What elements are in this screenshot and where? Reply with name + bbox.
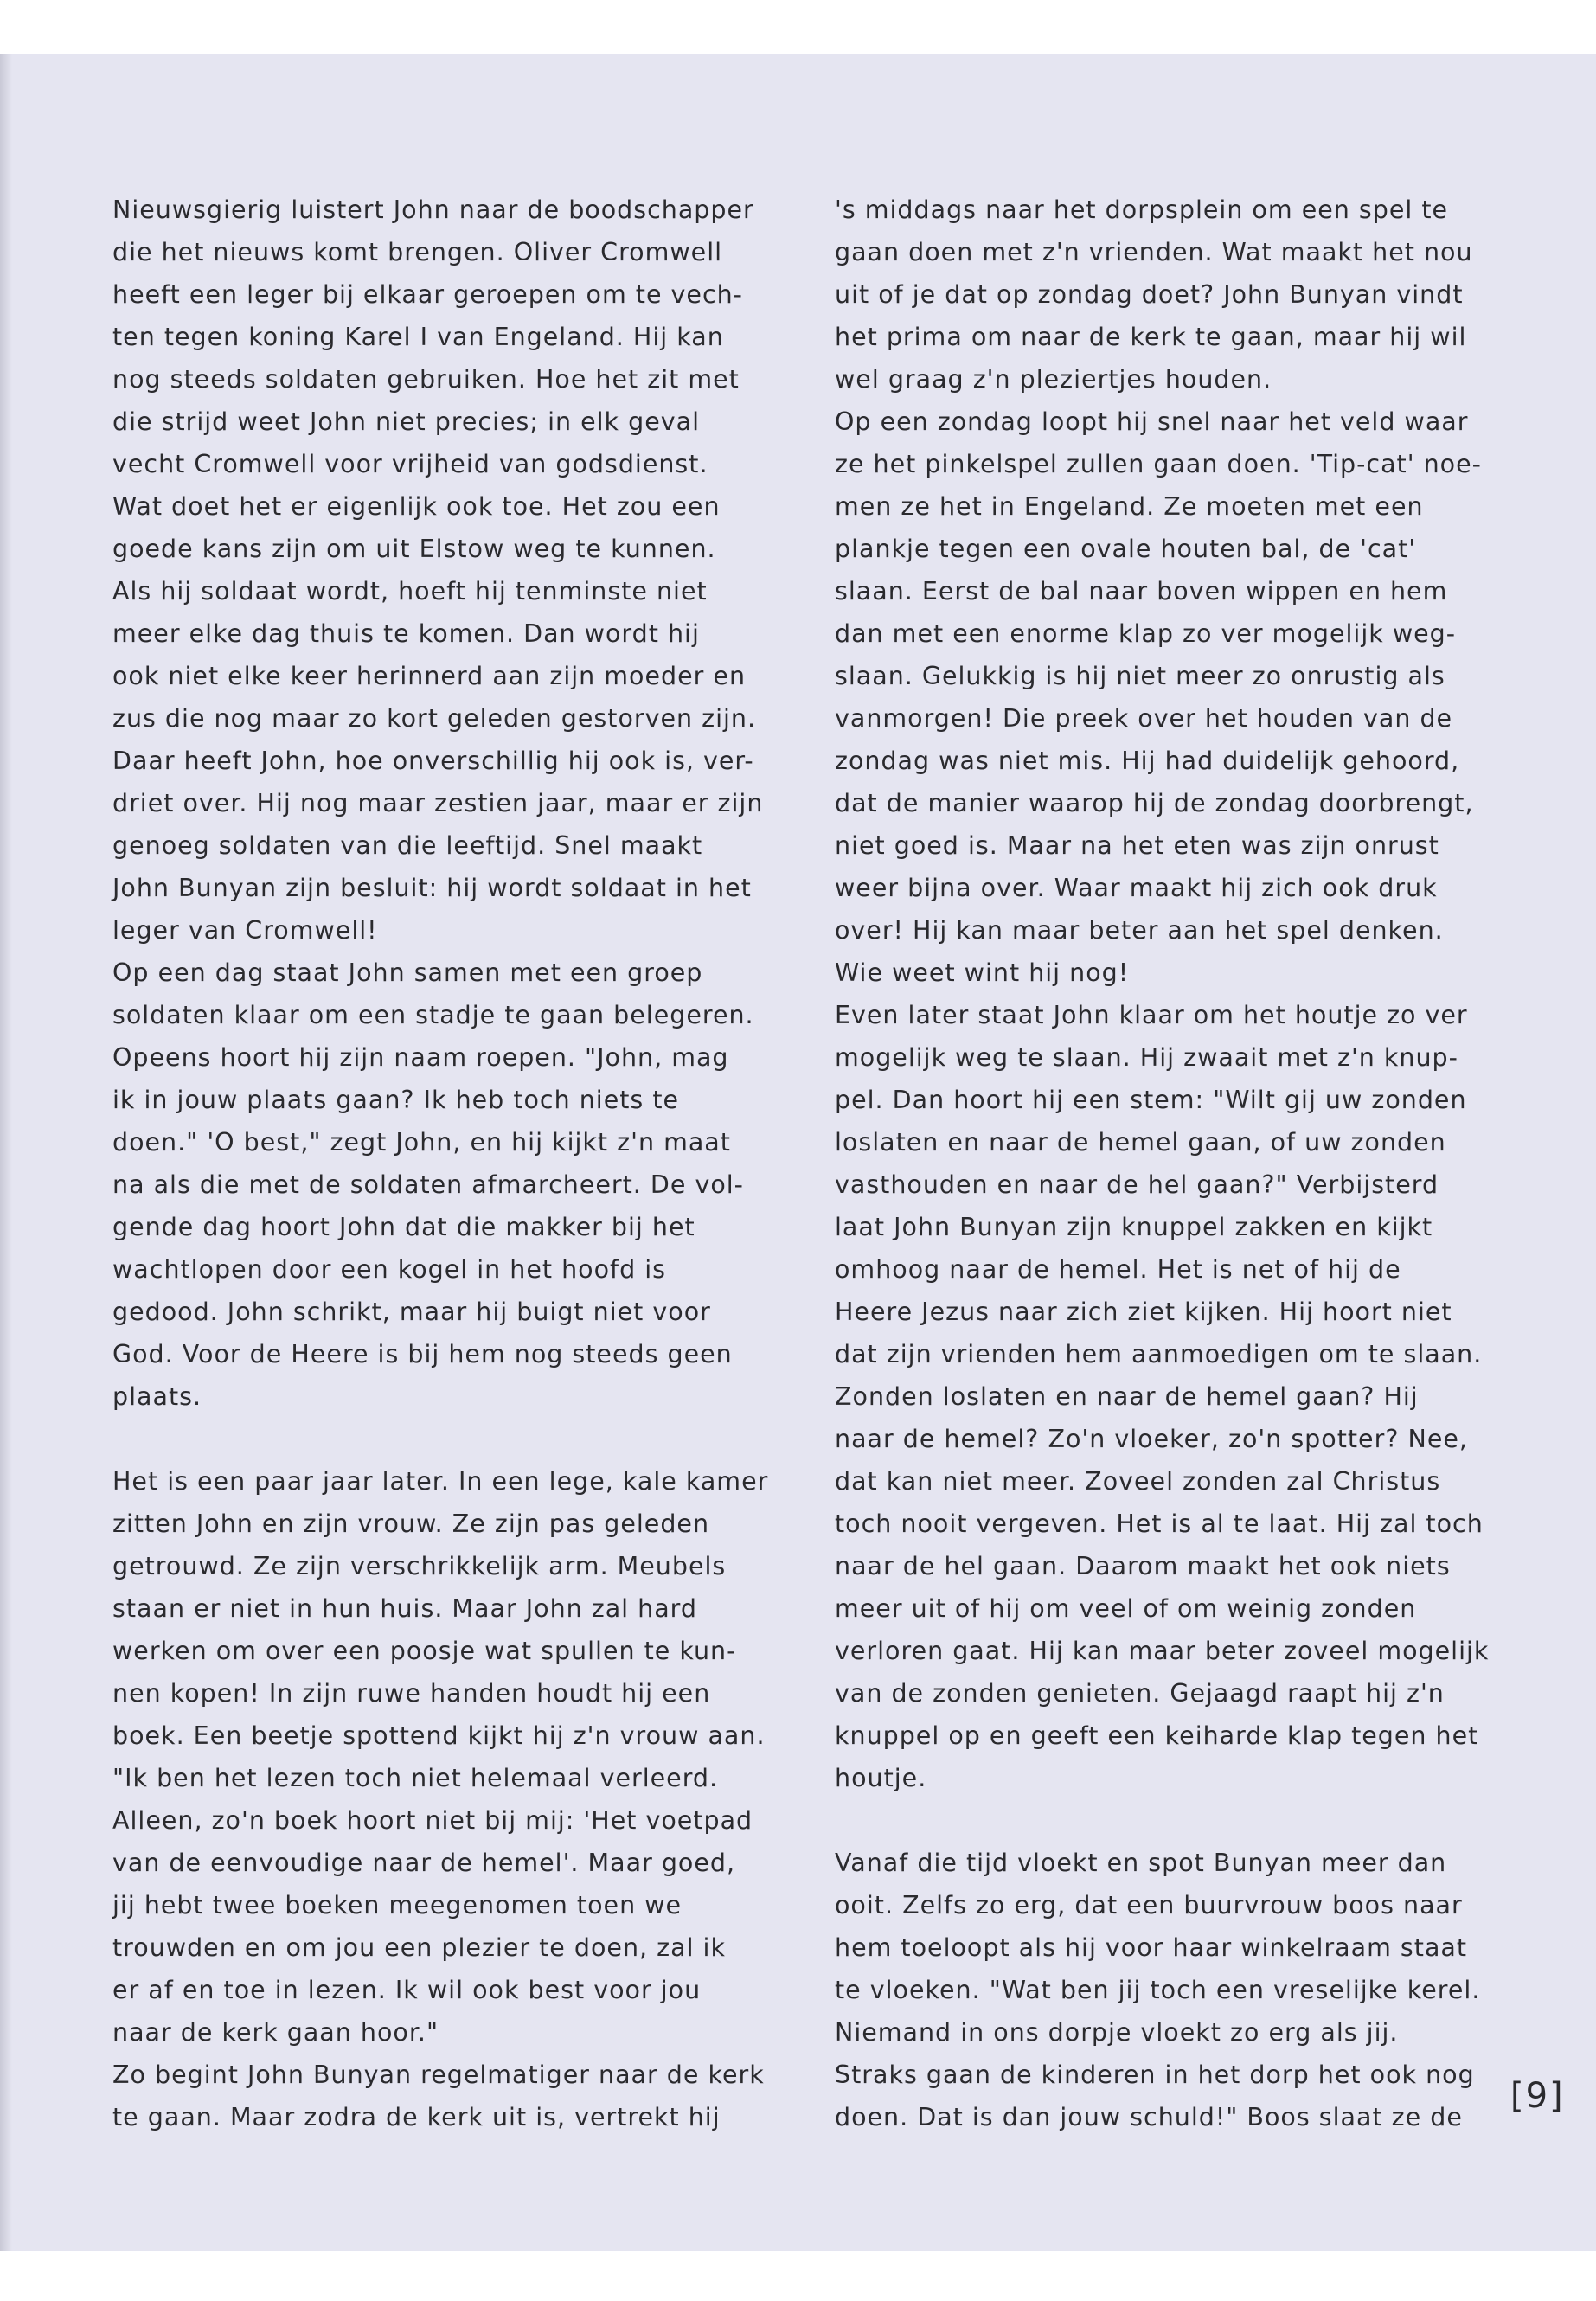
text-line: weer bijna over. Waar maakt hij zich ook druk — [835, 874, 1438, 902]
text-line: doen." 'O best," zegt John, en hij kijkt z'n maat — [112, 1128, 731, 1157]
text-line: ooit. Zelfs zo erg, dat een buurvrouw boos naar — [835, 1891, 1463, 1920]
text-line: vecht Cromwell voor vrijheid van godsdienst. — [112, 450, 708, 478]
text-line: doen. Dat is dan jouw schuld!" Boos slaat ze de — [835, 2103, 1463, 2131]
text-line: boek. Een beetje spottend kijkt hij z'n vrouw aan. — [112, 1721, 766, 1750]
text-line: "Ik ben het lezen toch niet helemaal verleerd. — [112, 1764, 719, 1792]
text-line: laat John Bunyan zijn knuppel zakken en kijkt — [835, 1213, 1433, 1241]
text-line: ten tegen koning Karel I van Engeland. Hij kan — [112, 323, 724, 351]
text-line: Opeens hoort hij zijn naam roepen. "John, mag — [112, 1043, 729, 1072]
text-line: Alleen, zo'n boek hoort niet bij mij: 'Het voetpad — [112, 1806, 753, 1835]
text-line: gedood. John schrikt, maar hij buigt niet voor — [112, 1298, 711, 1326]
text-line: slaan. Gelukkig is hij niet meer zo onrustig als — [835, 662, 1445, 690]
page-edge-shadow — [0, 54, 12, 2251]
text-line: te gaan. Maar zodra de kerk uit is, vertrekt hij — [112, 2103, 721, 2131]
text-line: van de zonden genieten. Gejaagd raapt hij z'n — [835, 1679, 1445, 1708]
right-text-column — [835, 189, 1492, 2138]
right-paragraph-1 — [835, 189, 1492, 1799]
text-line: werken om over een poosje wat spullen te kun- — [112, 1637, 737, 1665]
text-line: zitten John en zijn vrouw. Ze zijn pas geleden — [112, 1509, 710, 1538]
text-line: ook niet elke keer herinnerd aan zijn moeder en — [112, 662, 747, 690]
text-line: trouwden en om jou een plezier te doen, zal ik — [112, 1933, 726, 1962]
text-line: nen kopen! In zijn ruwe handen houdt hij een — [112, 1679, 711, 1708]
text-line: te vloeken. "Wat ben jij toch een vreselijke kerel. — [835, 1976, 1481, 2004]
text-line: hem toeloopt als hij voor haar winkelraam staat — [835, 1933, 1468, 1962]
text-line: dan met een enorme klap zo ver mogelijk weg- — [835, 619, 1457, 648]
text-line: heeft een leger bij elkaar geroepen om te vech- — [112, 280, 743, 309]
text-line: knuppel op en geeft een keiharde klap tegen het — [835, 1721, 1479, 1750]
text-line: Wie weet wint hij nog! — [835, 958, 1130, 987]
text-line: over! Hij kan maar beter aan het spel denken. — [835, 916, 1444, 945]
text-line: Als hij soldaat wordt, hoeft hij tenminste niet — [112, 577, 708, 606]
text-line: Wat doet het er eigenlijk ook toe. Het zou een — [112, 492, 721, 521]
text-line: soldaten klaar om een stadje te gaan belegeren. — [112, 1001, 754, 1029]
text-line: gaan doen met z'n vrienden. Wat maakt het nou — [835, 238, 1473, 266]
text-line: goede kans zijn om uit Elstow weg te kunnen. — [112, 535, 716, 563]
text-line: Heere Jezus naar zich ziet kijken. Hij hoort niet — [835, 1298, 1452, 1326]
text-line: uit of je dat op zondag doet? John Bunyan vindt — [835, 280, 1464, 309]
text-line: die strijd weet John niet precies; in elk geval — [112, 407, 700, 436]
text-line: dat de manier waarop hij de zondag doorbrengt, — [835, 789, 1474, 817]
text-line: mogelijk weg te slaan. Hij zwaait met z'n knup- — [835, 1043, 1458, 1072]
text-line: Het is een paar jaar later. In een lege, kale kamer — [112, 1467, 769, 1496]
text-line: God. Voor de Heere is bij hem nog steeds geen — [112, 1340, 733, 1368]
text-line: plankje tegen een ovale houten bal, de 'cat' — [835, 535, 1417, 563]
text-line: verloren gaat. Hij kan maar beter zoveel mogelijk — [835, 1637, 1490, 1665]
text-line: houtje. — [835, 1764, 927, 1792]
text-line: Daar heeft John, hoe onverschillig hij ook is, ver- — [112, 747, 754, 775]
text-line: Vanaf die tijd vloekt en spot Bunyan meer dan — [835, 1849, 1447, 1877]
text-line: driet over. Hij nog maar zestien jaar, maar er zijn — [112, 789, 764, 817]
right-paragraph-2 — [835, 1842, 1492, 2138]
text-line: toch nooit vergeven. Het is al te laat. Hij zal toch — [835, 1509, 1484, 1538]
text-line: jij hebt twee boeken meegenomen toen we — [112, 1891, 683, 1920]
text-line: naar de kerk gaan hoor." — [112, 2018, 439, 2047]
text-line: die het nieuws komt brengen. Oliver Cromwell — [112, 238, 723, 266]
text-line: na als die met de soldaten afmarcheert. De vol- — [112, 1170, 744, 1199]
text-line: Zo begint John Bunyan regelmatiger naar de kerk — [112, 2061, 765, 2089]
text-line: Op een zondag loopt hij snel naar het veld waar — [835, 407, 1469, 436]
text-line: zus die nog maar zo kort geleden gestorven zijn. — [112, 704, 757, 733]
text-line: meer uit of hij om veel of om weinig zonden — [835, 1594, 1417, 1623]
text-line: er af en toe in lezen. Ik wil ook best voor jou — [112, 1976, 702, 2004]
text-line: Zonden loslaten en naar de hemel gaan? Hij — [835, 1382, 1419, 1411]
text-line: vasthouden en naar de hel gaan?" Verbijsterd — [835, 1170, 1439, 1199]
text-line: 's middags naar het dorpsplein om een spel te — [835, 195, 1449, 224]
text-line: staan er niet in hun huis. Maar John zal hard — [112, 1594, 697, 1623]
page-number: [9] — [1510, 2076, 1565, 2116]
text-line: meer elke dag thuis te komen. Dan wordt hij — [112, 619, 700, 648]
paragraph-gap — [835, 1799, 1492, 1842]
text-line: Nieuwsgierig luistert John naar de boodschapper — [112, 195, 754, 224]
text-line: omhoog naar de hemel. Het is net of hij de — [835, 1255, 1401, 1284]
text-line: John Bunyan zijn besluit: hij wordt soldaat in het — [112, 874, 752, 902]
text-line: ze het pinkelspel zullen gaan doen. 'Tip-cat' noe- — [835, 450, 1482, 478]
text-line: wachtlopen door een kogel in het hoofd is — [112, 1255, 667, 1284]
text-line: Op een dag staat John samen met een groep — [112, 958, 703, 987]
text-line: slaan. Eerst de bal naar boven wippen en hem — [835, 577, 1448, 606]
text-line: naar de hel gaan. Daarom maakt het ook niets — [835, 1552, 1451, 1580]
text-line: Straks gaan de kinderen in het dorp het ook nog — [835, 2061, 1475, 2089]
left-paragraph-2 — [112, 1460, 770, 2138]
text-line: dat zijn vrienden hem aanmoedigen om te slaan. — [835, 1340, 1483, 1368]
text-line: van de eenvoudige naar de hemel'. Maar goed, — [112, 1849, 736, 1877]
text-line: getrouwd. Ze zijn verschrikkelijk arm. Meubels — [112, 1552, 727, 1580]
text-line: leger van Cromwell! — [112, 916, 378, 945]
text-line: naar de hemel? Zo'n vloeker, zo'n spotter? Nee, — [835, 1425, 1468, 1453]
text-line: het prima om naar de kerk te gaan, maar hij wil — [835, 323, 1467, 351]
text-line: gende dag hoort John dat die makker bij het — [112, 1213, 695, 1241]
left-paragraph-1 — [112, 189, 770, 1418]
text-line: genoeg soldaten van die leeftijd. Snel maakt — [112, 831, 703, 860]
paragraph-gap — [112, 1418, 770, 1460]
text-line: ik in jouw plaats gaan? Ik heb toch niets te — [112, 1086, 680, 1114]
text-line: men ze het in Engeland. Ze moeten met een — [835, 492, 1424, 521]
text-line: Even later staat John klaar om het houtje zo ver — [835, 1001, 1468, 1029]
text-line: vanmorgen! Die preek over het houden van de — [835, 704, 1453, 733]
text-line: wel graag z'n pleziertjes houden. — [835, 365, 1272, 394]
text-line: dat kan niet meer. Zoveel zonden zal Christus — [835, 1467, 1441, 1496]
text-line: zondag was niet mis. Hij had duidelijk gehoord, — [835, 747, 1460, 775]
text-line: pel. Dan hoort hij een stem: "Wilt gij uw zonden — [835, 1086, 1467, 1114]
text-line: plaats. — [112, 1382, 202, 1411]
text-line: nog steeds soldaten gebruiken. Hoe het zit met — [112, 365, 740, 394]
text-line: Niemand in ons dorpje vloekt zo erg als jij. — [835, 2018, 1399, 2047]
left-text-column — [112, 189, 770, 2138]
text-line: niet goed is. Maar na het eten was zijn onrust — [835, 831, 1439, 860]
text-line: loslaten en naar de hemel gaan, of uw zonden — [835, 1128, 1446, 1157]
